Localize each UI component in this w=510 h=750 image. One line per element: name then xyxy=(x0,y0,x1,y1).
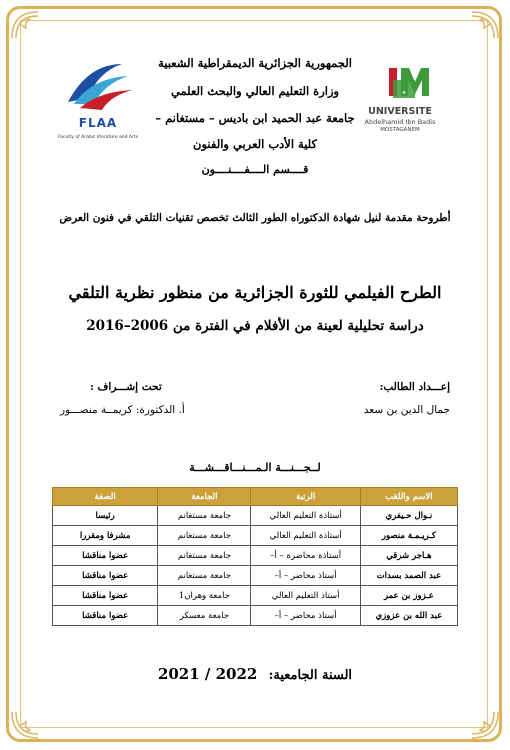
degree-line: أطروحة مقدمة لنيل شهادة الدكتوراه الطور الثالث تخصص تقنيات التلقي في فنون العرض xyxy=(59,212,451,224)
table-row xyxy=(53,526,458,546)
republic-line: الجمهورية الجزائرية الديمقراطية الشعبية xyxy=(158,56,352,70)
university-subname: Abdelhamid Ibn Badis xyxy=(364,118,436,126)
member-university: جامعة مستغانم xyxy=(158,526,251,546)
university-logo xyxy=(355,66,445,146)
academic-year-label: السنة الجامعية: xyxy=(268,668,353,683)
member-rank: أستاذة محاضرة – أ– xyxy=(251,546,360,566)
name-row xyxy=(60,404,450,416)
member-name: نـوال حـيفري xyxy=(360,506,457,526)
header-name: الاسم واللقب xyxy=(360,488,457,506)
member-role: مشرفا ومقررا xyxy=(53,526,158,546)
corner-ornament-icon xyxy=(10,10,40,40)
member-role: عضوا مناقشا xyxy=(53,586,158,606)
header-rank: الرتبة xyxy=(251,488,360,506)
member-rank: أستاذ التعليم العالي xyxy=(251,586,360,606)
table-row xyxy=(53,586,458,606)
member-name: عـزوز بن عمر xyxy=(360,586,457,606)
member-name: عبد الصمد بسدات xyxy=(360,566,457,586)
faculty-logo xyxy=(58,58,138,150)
committee-table xyxy=(52,487,458,626)
member-university: جامعة وهران1 xyxy=(158,586,251,606)
member-name: عبد الله بن عزوزي xyxy=(360,606,457,626)
corner-ornament-icon xyxy=(10,710,40,740)
ministry-line: وزارة التعليم العالي والبحث العلمي xyxy=(170,84,340,98)
member-role: عضوا مناقشا xyxy=(53,546,158,566)
table-row xyxy=(53,606,458,626)
student-name: جمال الدين بن سعد xyxy=(363,404,450,416)
table-row xyxy=(53,566,458,586)
member-rank: أستاذة التعليم العالي xyxy=(251,506,360,526)
university-city: MOSTAGANEM xyxy=(380,127,420,133)
thesis-title: الطرح الفيلمي للثورة الجزائرية من منظور نظرية التلقي xyxy=(68,283,442,302)
corner-ornament-icon xyxy=(470,10,500,40)
label-row xyxy=(60,381,450,393)
university-line: جامعة عبد الحميد ابن باديس – مستغانم – xyxy=(155,111,355,125)
member-role: عضوا مناقشا xyxy=(53,566,158,586)
faculty-logo-caption: Faculty of Arabic literature and Arts xyxy=(58,135,138,140)
member-name: كـريـمـة منصور xyxy=(360,526,457,546)
university-name: UNIVERSITE xyxy=(368,106,432,117)
thesis-subtitle: دراسة تحليلية لعينة من الأفلام في الفترة من 2006–2016 xyxy=(86,318,424,334)
member-university: جامعة مستغانم xyxy=(158,506,251,526)
faculty-line: كلية الأدب العربي والفنون xyxy=(193,137,317,151)
member-role: رئيسا xyxy=(53,506,158,526)
academic-year-value: 2021 / 2022 xyxy=(157,665,258,683)
student-label: إعـــداد الطالب: xyxy=(379,381,450,393)
member-name: هـاجر شرقي xyxy=(360,546,457,566)
member-university: جامعة مستغانم xyxy=(158,566,251,586)
corner-ornament-icon xyxy=(470,710,500,740)
faculty-logo-text: FLAA xyxy=(78,116,118,130)
supervisor-name: أ. الدكتورة: كريمــة منصـــور xyxy=(60,404,185,416)
member-rank: أستاذة التعليم العالي xyxy=(251,526,360,546)
department-line: قــــسم الــــفــــنــــون xyxy=(201,163,309,176)
member-university: جامعة مستغانم xyxy=(158,546,251,566)
svg-text:★: ★ xyxy=(401,90,407,96)
table-header-row xyxy=(53,488,458,506)
table-row xyxy=(53,506,458,526)
member-rank: أستاذ محاضر – أ– xyxy=(251,566,360,586)
header-university: الجامعة xyxy=(158,488,251,506)
committee-title: لــجـــنـــة الـمـــنـــاقـــشـــة xyxy=(189,461,321,474)
member-role: عضوا مناقشا xyxy=(53,606,158,626)
table-row xyxy=(53,546,458,566)
member-rank: أستاذ محاضر – أ– xyxy=(251,606,360,626)
academic-year xyxy=(0,665,510,683)
member-university: جامعة معسكر xyxy=(158,606,251,626)
header-role: الصفة xyxy=(53,488,158,506)
supervisor-label: تحت إشـــراف : xyxy=(90,381,162,393)
